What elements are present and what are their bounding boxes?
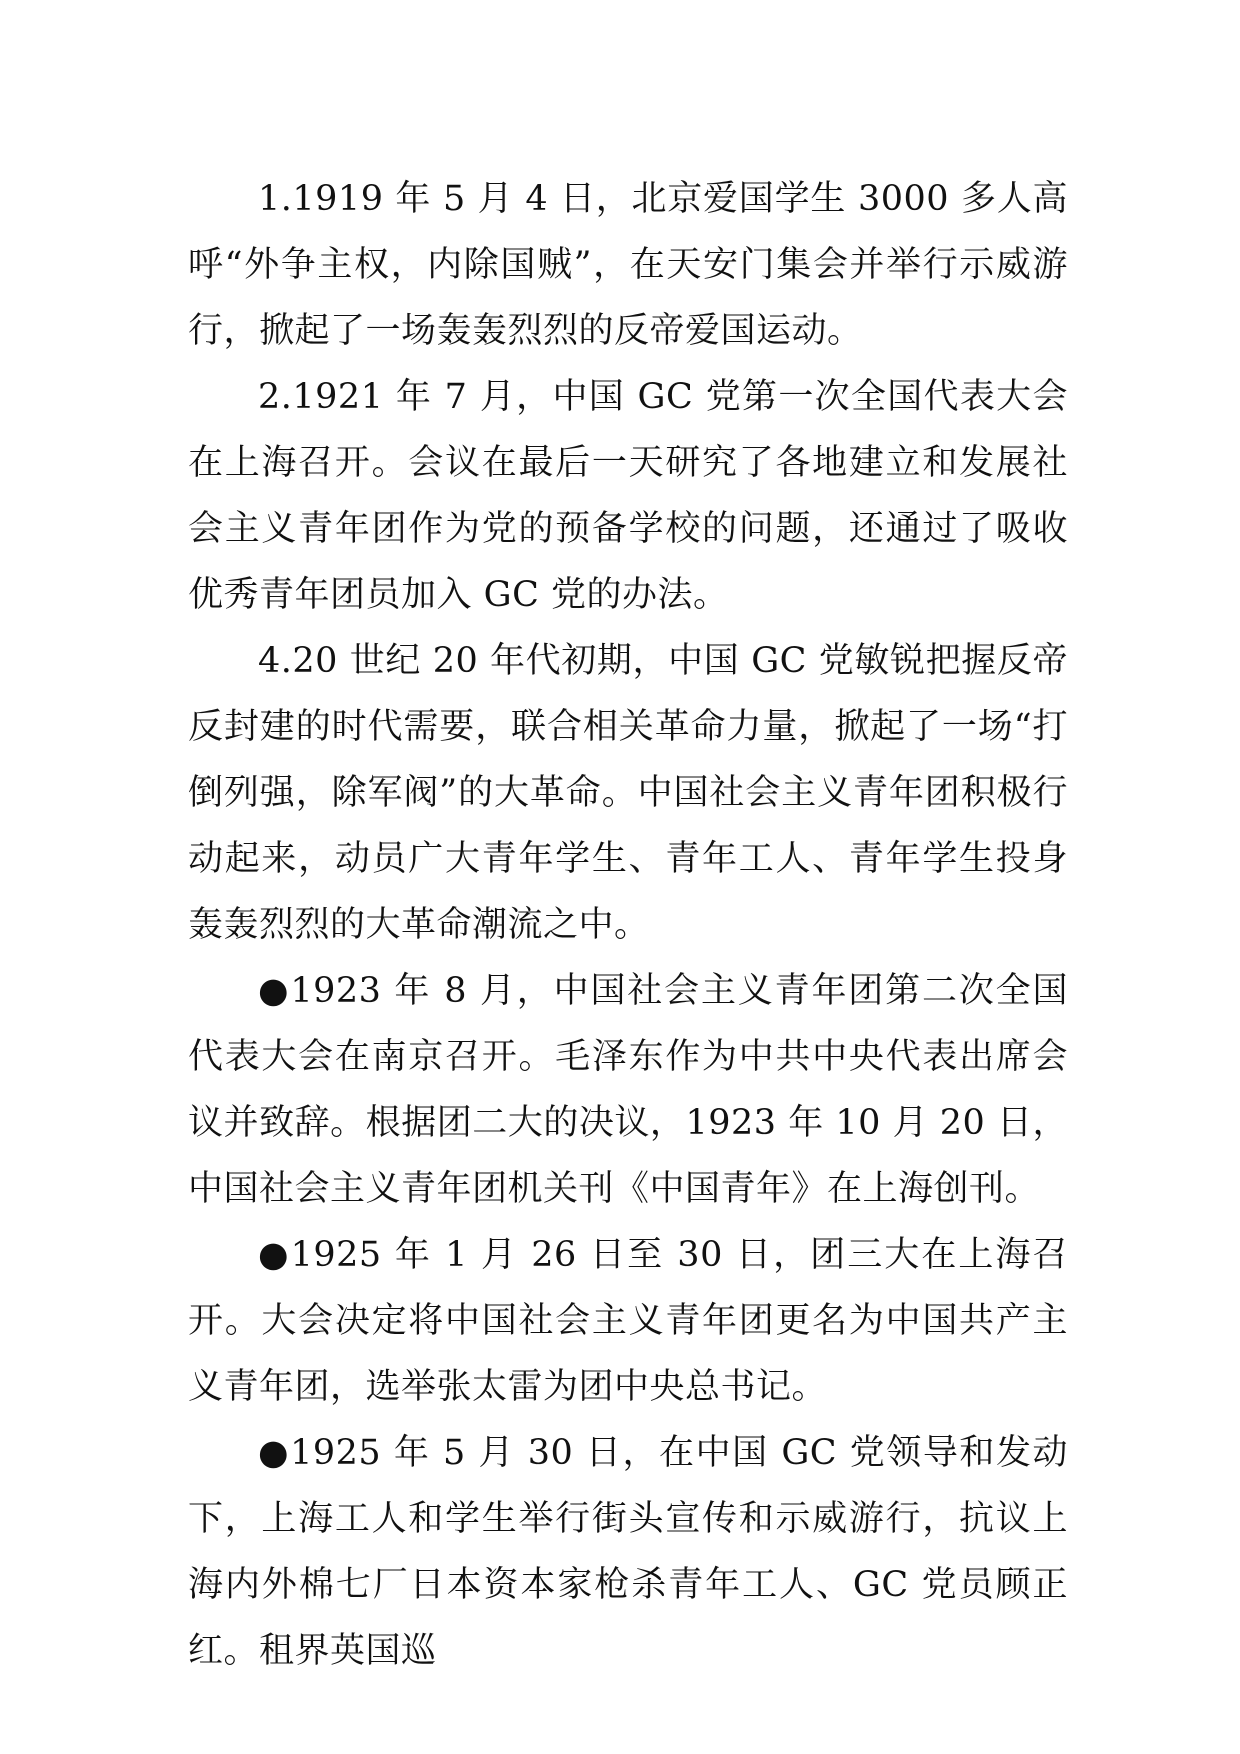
paragraph-second-league-congress: ●1923 年 8 月，中国社会主义青年团第二次全国代表大会在南京召开。毛泽东作为中共中央代表出席会议并致辞。根据团二大的决议，1923 年 10 月 20 日，中国社会主义青年团机关刊《中国青年》在上海创刊。 xyxy=(188,971,1068,1209)
document-page xyxy=(188,166,1068,1684)
paragraph-third-league-congress: ●1925 年 1 月 26 日至 30 日，团三大在上海召开。大会决定将中国社会主义青年团更名为中国共产主义青年团，选举张太雷为团中央总书记。 xyxy=(188,1235,1068,1407)
paragraph-first-party-congress: 2.1921 年 7 月，中国 GC 党第一次全国代表大会在上海召开。会议在最后一天研究了各地建立和发展社会主义青年团作为党的预备学校的问题，还通过了吸收优秀青年团员加入 GC 党的办法。 xyxy=(188,377,1068,615)
paragraph-may-thirtieth-movement: ●1925 年 5 月 30 日，在中国 GC 党领导和发动下，上海工人和学生举行街头宣传和示威游行，抗议上海内外棉七厂日本资本家枪杀青年工人、GC 党员顾正红。租界英国巡 xyxy=(188,1433,1068,1671)
paragraph-may-fourth-movement: 1.1919 年 5 月 4 日，北京爱国学生 3000 多人高呼“外争主权，内除国贼”，在天安门集会并举行示威游行，掀起了一场轰轰烈烈的反帝爱国运动。 xyxy=(188,179,1068,351)
paragraph-great-revolution: 4.20 世纪 20 年代初期，中国 GC 党敏锐把握反帝反封建的时代需要，联合相关革命力量，掀起了一场“打倒列强，除军阀”的大革命。中国社会主义青年团积极行动起来，动员广大青年学生、青年工人、青年学生投身轰轰烈烈的大革命潮流之中。 xyxy=(188,641,1068,945)
